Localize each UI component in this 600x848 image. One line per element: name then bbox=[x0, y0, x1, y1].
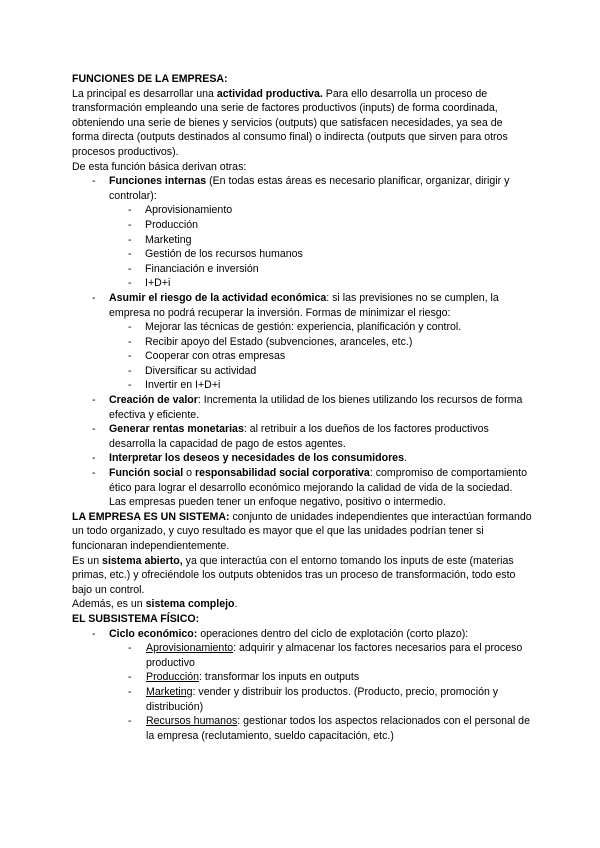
intro-bold: actividad productiva. bbox=[216, 87, 323, 100]
term: Aprovisionamiento bbox=[146, 642, 234, 655]
list-item: - Recibir apoyo del Estado (subvenciones, aranceles, etc.) bbox=[109, 335, 532, 350]
list-item: - Mejorar las técnicas de gestión: experiencia, planificación y control. bbox=[109, 320, 532, 335]
open-text: ya que interactúa con el entorno tomando los inputs de este (materias primas, etc.) y ofreciéndole los outputs obtenidos tras un proceso de transformación, todo esto bajo un control. bbox=[72, 554, 516, 596]
list-item bbox=[109, 641, 532, 670]
sistema-paragraph bbox=[72, 510, 532, 554]
desc: : transformar los inputs en outputs bbox=[199, 671, 360, 684]
list-item bbox=[109, 685, 532, 714]
ciclo-sublist bbox=[109, 641, 532, 743]
sistema-text: conjunto de unidades independientes que interactúan formando un todo organizado, y cuyo resultado es mayor que el que las unidades podrían tener si funcionaran independientemente. bbox=[72, 510, 532, 552]
list-item: - Aprovisionamiento bbox=[109, 203, 532, 218]
desc: : gestionar todos los aspectos relacionados con el personal de la empresa (reclutamiento, sueldo capacitación, etc.) bbox=[146, 715, 530, 742]
f6-mid: o bbox=[183, 467, 195, 480]
open-bold: sistema abierto, bbox=[102, 554, 183, 567]
term: Recursos humanos bbox=[146, 715, 238, 728]
f3-bold: Creación de valor bbox=[109, 394, 198, 407]
f1-text: (En todas estas áreas es necesario planificar, organizar, dirigir y controlar): bbox=[109, 175, 510, 202]
list-item-creacion-valor bbox=[72, 393, 532, 422]
sistema-complejo-line bbox=[72, 597, 532, 612]
sistema-bold: LA EMPRESA ES UN SISTEMA: bbox=[72, 510, 230, 523]
f6-bold-a: Función social bbox=[109, 467, 184, 480]
f6-bold-b: responsabilidad social corporativa bbox=[194, 467, 370, 480]
list-item-riesgo bbox=[72, 291, 532, 393]
list-item-funcion-social bbox=[72, 466, 532, 510]
f5-bold: Interpretar los deseos y necesidades de los consumidores bbox=[109, 452, 404, 465]
list-item-rentas bbox=[72, 422, 532, 451]
risk-sublist bbox=[109, 320, 532, 393]
list-item bbox=[109, 714, 532, 743]
complex-pre: Además, es un bbox=[72, 598, 146, 611]
desc: : vender y distribuir los productos. (Producto, precio, promoción y distribución) bbox=[146, 685, 499, 713]
intro-text-b: Para ello desarrolla un proceso de transformación empleando una serie de factores productivos (inputs) de forma coordinada, obteniendo una serie de bienes y servicios (outputs) que satisfacen necesidades, ya sea de forma directa (outputs destinados al consumo final) o indirecta (outputs que sirven para otros procesos productivos). bbox=[72, 87, 508, 158]
f2-text: : si las previsiones no se cumplen, la empresa no podrá recuperar la inversión. Formas de minimizar el riesgo: bbox=[109, 291, 499, 319]
list-item: - Marketing bbox=[109, 233, 532, 248]
document-page bbox=[72, 72, 532, 743]
list-item: - Producción bbox=[109, 218, 532, 233]
term: Producción bbox=[146, 671, 199, 684]
complex-post: . bbox=[234, 598, 238, 611]
term: Marketing bbox=[146, 685, 193, 698]
list-item: - Gestión de los recursos humanos bbox=[109, 247, 532, 262]
f4-text: : al retribuir a los dueños de los factores productivos desarrolla la capacidad de pago de estos agentes. bbox=[109, 423, 489, 450]
complex-bold: sistema complejo bbox=[145, 598, 235, 611]
list-item-deseos bbox=[72, 451, 532, 466]
derived-line: De esta función básica derivan otras: bbox=[72, 160, 247, 173]
list-item: - Cooperar con otras empresas bbox=[109, 349, 532, 364]
list-item: - Invertir en I+D+i bbox=[109, 378, 532, 393]
functions-list bbox=[72, 174, 532, 510]
f6-text: : compromiso de comportamiento ético para lograr el desarrollo económico mejorando la calidad de vida de la sociedad. Las empresas pueden tener un enfoque negativo, positivo o intermedio. bbox=[109, 467, 528, 509]
heading-subsistema-fisico: EL SUBSISTEMA FÍSICO: bbox=[72, 612, 200, 625]
list-item bbox=[109, 670, 532, 685]
sistema-abierto-paragraph bbox=[72, 554, 532, 598]
f2-bold: Asumir el riesgo de la actividad económica bbox=[109, 291, 327, 304]
subsistema-list bbox=[72, 627, 532, 744]
f1-bold: Funciones internas bbox=[109, 175, 207, 188]
list-item-ciclo-economico bbox=[72, 627, 532, 744]
f3-text: : Incrementa la utilidad de los bienes utilizando los recursos de forma efectiva y eficiente. bbox=[109, 394, 523, 421]
list-item: - Diversificar su actividad bbox=[109, 364, 532, 379]
list-item: - I+D+i bbox=[109, 276, 532, 291]
ciclo-bold: Ciclo económico: bbox=[109, 627, 198, 640]
internal-functions-sublist bbox=[109, 203, 532, 291]
intro-text-a: La principal es desarrollar una bbox=[72, 87, 217, 100]
list-item: - Financiación e inversión bbox=[109, 262, 532, 277]
heading-funciones: FUNCIONES DE LA EMPRESA: bbox=[72, 73, 228, 85]
open-pre: Es un bbox=[72, 554, 103, 567]
f5-text: . bbox=[403, 452, 407, 465]
f4-bold: Generar rentas monetarias bbox=[109, 423, 244, 436]
ciclo-text: operaciones dentro del ciclo de explotación (corto plazo): bbox=[197, 627, 469, 640]
intro-paragraph bbox=[72, 87, 532, 160]
desc: : adquirir y almacenar los factores necesarios para el proceso productivo bbox=[146, 642, 523, 669]
list-item-funciones-internas bbox=[72, 174, 532, 291]
